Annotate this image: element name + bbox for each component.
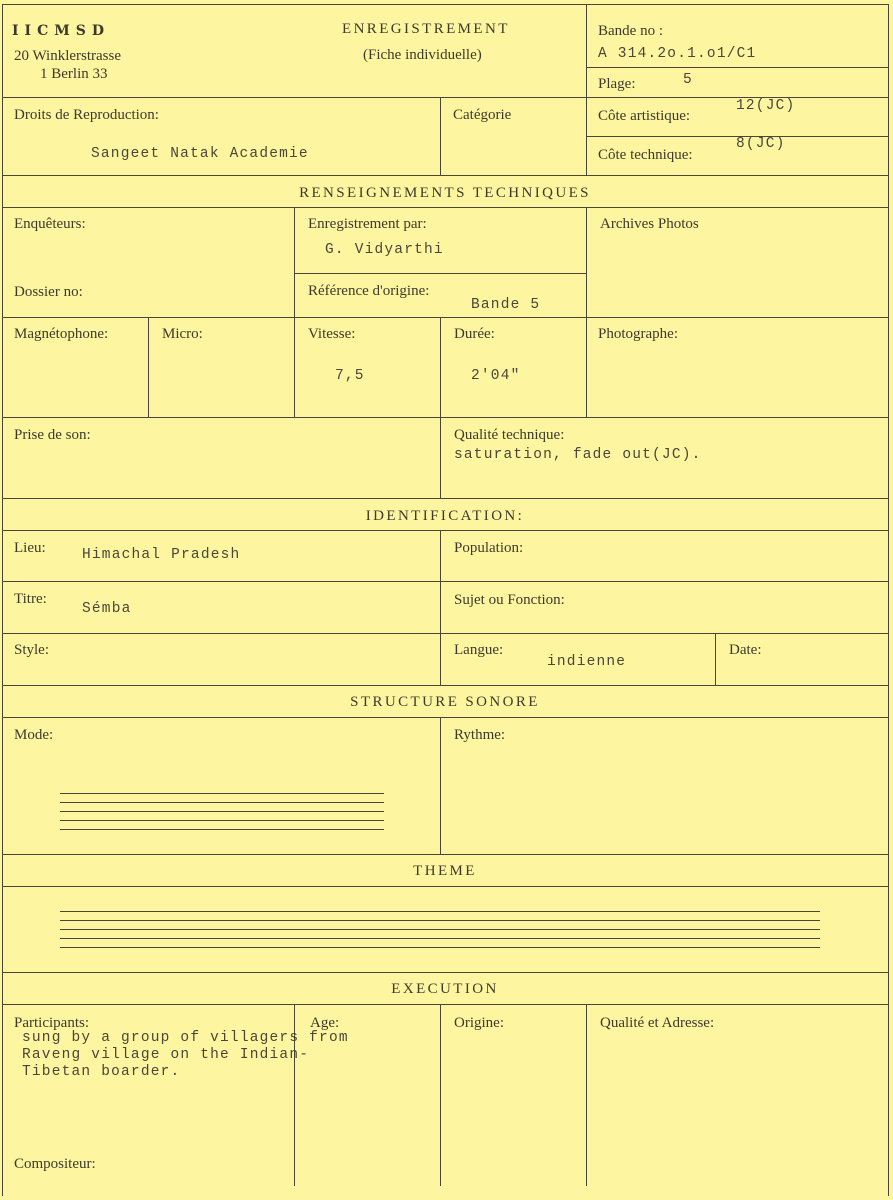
compositeur-label: Compositeur:: [14, 1156, 96, 1172]
divider: [294, 273, 586, 274]
enregistrement-par-label: Enregistrement par:: [308, 216, 427, 232]
divider: [2, 1004, 888, 1005]
langue-label: Langue:: [454, 642, 504, 658]
divider: [440, 97, 441, 175]
theme-staff-line: [60, 911, 820, 912]
cote-technique-label: Côte technique:: [598, 147, 693, 163]
theme-staff-line: [60, 947, 820, 948]
participants-value: sung by a group of villagers from Raveng village on the Indian- Tibetan boarder.: [22, 1030, 349, 1080]
enregistrement-par-value: G. Vidyarthi: [325, 242, 444, 258]
mode-staff-line: [60, 820, 384, 821]
divider: [2, 886, 888, 887]
micro-label: Micro:: [162, 326, 203, 342]
dossier-label: Dossier no:: [14, 284, 83, 300]
divider: [586, 207, 587, 317]
plage-value: 5: [683, 72, 693, 88]
prise-de-son-label: Prise de son:: [14, 427, 91, 443]
divider: [2, 207, 888, 208]
origine-label: Origine:: [454, 1015, 504, 1031]
theme-staff-line: [60, 938, 820, 939]
titre-label: Titre:: [14, 591, 47, 607]
address-line-2: 1 Berlin 33: [40, 66, 108, 82]
divider: [440, 530, 441, 685]
divider: [2, 417, 888, 418]
divider: [440, 317, 441, 499]
mode-staff-line: [60, 829, 384, 830]
address-line-1: 20 Winklerstrasse: [14, 48, 122, 64]
mode-staff-line: [60, 802, 384, 803]
divider: [2, 717, 888, 718]
bande-value: A 314.2o.1.o1/C1: [598, 46, 757, 62]
age-label: Age:: [310, 1015, 340, 1031]
divider: [2, 633, 888, 634]
divider: [586, 67, 888, 68]
divider: [2, 498, 888, 499]
enqueteurs-label: Enquêteurs:: [14, 216, 86, 232]
rythme-label: Rythme:: [454, 727, 506, 743]
cote-artistique-label: Côte artistique:: [598, 108, 691, 124]
section-technique-heading: RENSEIGNEMENTS TECHNIQUES: [299, 185, 591, 201]
divider: [586, 1004, 587, 1186]
divider: [294, 317, 295, 417]
divider: [148, 317, 149, 417]
categorie-label: Catégorie: [453, 107, 512, 123]
divider: [586, 4, 587, 98]
divider: [2, 581, 888, 582]
section-execution-heading: EXECUTION: [391, 981, 499, 997]
divider: [2, 972, 888, 973]
section-structure-heading: STRUCTURE SONORE: [350, 694, 540, 710]
org-logo: IICMSD: [12, 23, 110, 39]
divider: [586, 317, 587, 417]
sujet-label: Sujet ou Fonction:: [454, 592, 565, 608]
divider: [2, 530, 888, 531]
lieu-label: Lieu:: [14, 540, 46, 556]
langue-value: indienne: [547, 654, 627, 670]
bande-label: Bande no :: [598, 23, 663, 39]
qualite-adresse-label: Qualité et Adresse:: [600, 1015, 715, 1031]
qualite-technique-label: Qualité technique:: [454, 427, 565, 443]
divider: [2, 854, 888, 855]
divider: [2, 317, 888, 318]
qualite-technique-value: saturation, fade out(JC).: [454, 447, 702, 463]
duree-label: Durée:: [454, 326, 495, 342]
magnetophone-label: Magnétophone:: [14, 326, 109, 342]
divider: [294, 207, 295, 317]
divider: [440, 717, 441, 855]
participants-label: Participants:: [14, 1015, 89, 1031]
photographe-label: Photographe:: [598, 326, 678, 342]
population-label: Population:: [454, 540, 524, 556]
section-theme-heading: THEME: [413, 863, 477, 879]
lieu-value: Himachal Pradesh: [82, 547, 241, 563]
titre-value: Sémba: [82, 601, 132, 617]
cote-technique-value: 8(JC): [736, 136, 786, 152]
mode-staff-line: [60, 811, 384, 812]
divider: [715, 633, 716, 685]
form-subtitle: (Fiche individuelle): [363, 47, 482, 63]
reference-value: Bande 5: [471, 297, 541, 313]
divider: [440, 1004, 441, 1186]
plage-label: Plage:: [598, 76, 636, 92]
section-identification-heading: IDENTIFICATION:: [365, 508, 525, 524]
divider: [2, 685, 888, 686]
divider: [2, 175, 888, 176]
duree-value: 2'04": [471, 368, 521, 384]
mode-staff-line: [60, 793, 384, 794]
reference-label: Référence d'origine:: [308, 283, 430, 299]
rights-label: Droits de Reproduction:: [14, 107, 159, 123]
rights-value: Sangeet Natak Academie: [91, 146, 309, 162]
form-title: ENREGISTREMENT: [342, 21, 510, 37]
date-label: Date:: [729, 642, 762, 658]
border-top: [2, 4, 888, 5]
cote-artistique-value: 12(JC): [736, 98, 796, 114]
border-left: [2, 4, 3, 1196]
style-label: Style:: [14, 642, 50, 658]
theme-staff-line: [60, 920, 820, 921]
mode-label: Mode:: [14, 727, 54, 743]
theme-staff-line: [60, 929, 820, 930]
archives-photos-label: Archives Photos: [600, 216, 699, 232]
vitesse-value: 7,5: [335, 368, 365, 384]
vitesse-label: Vitesse:: [308, 326, 356, 342]
border-right: [888, 4, 889, 1196]
